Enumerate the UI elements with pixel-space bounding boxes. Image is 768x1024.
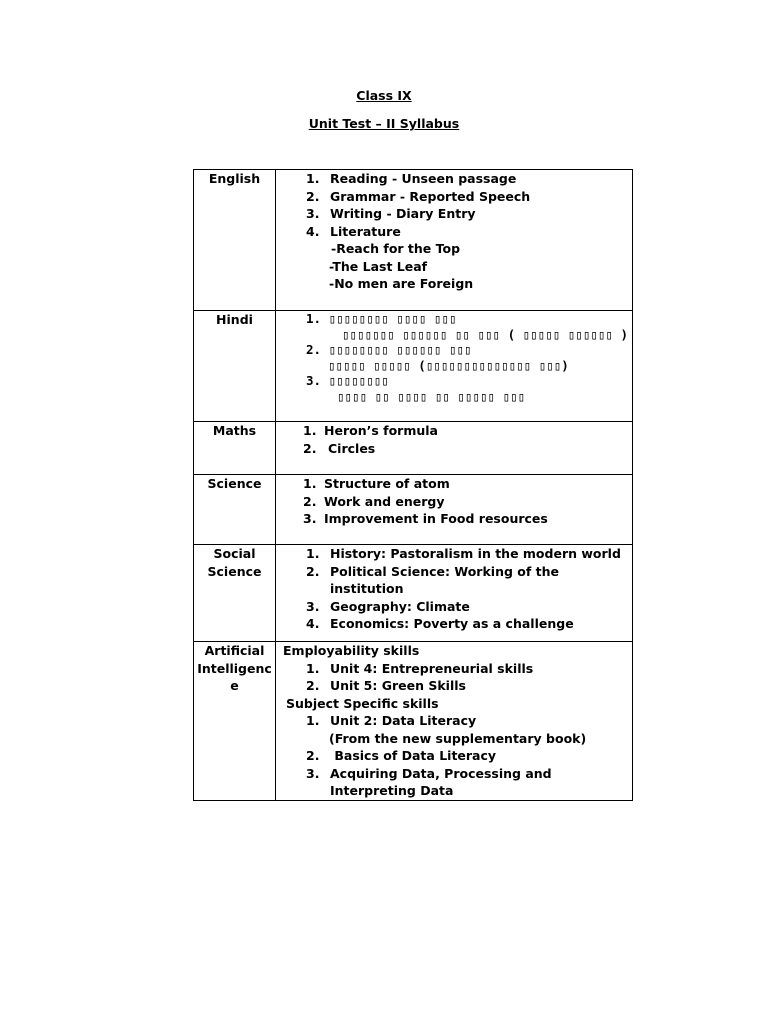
hindi-line: ▯▯▯▯▯ ▯▯▯▯▯ (▯▯▯▯▯▯▯▯▯▯▯▯▯▯ ▯▯▯)	[328, 357, 569, 373]
table-row-science	[194, 475, 633, 545]
topic-list	[276, 747, 632, 800]
section-heading: Employability skills	[283, 643, 420, 658]
topics-cell	[276, 642, 633, 801]
table-row-ai	[194, 642, 633, 801]
table-row-social-science	[194, 545, 633, 642]
hindi-line: ▯▯▯▯ ▯▯ ▯▯▯▯ ▯▯ ▯▯▯▯▯ ▯▯▯	[337, 388, 526, 404]
topic-list	[276, 170, 632, 240]
list-item: 2. Circles	[303, 440, 376, 456]
topic-list	[276, 660, 632, 695]
subject-name-line: Social	[213, 546, 256, 561]
hindi-line: ▯▯▯▯▯▯▯ ▯▯▯▯▯▯ ▯▯ ▯▯▯ ( ▯▯▯▯▯ ▯▯▯▯▯▯ )	[342, 326, 628, 342]
topics-cell	[276, 422, 633, 475]
hindi-line: 3. ▯▯▯▯▯▯▯▯	[306, 373, 389, 388]
subject-cell	[194, 170, 276, 311]
literature-item: -Reach for the Top	[331, 241, 461, 256]
topics-cell	[276, 475, 633, 545]
subject-name: Hindi	[216, 312, 253, 327]
list-item: 2. Grammar - Reported Speech	[306, 188, 531, 204]
note: (From the new supplementary book)	[329, 730, 587, 746]
subject-cell	[194, 422, 276, 475]
list-item: 4. Economics: Poverty as a challenge	[306, 616, 574, 631]
list-item: 1. Heron’s formula	[303, 423, 438, 438]
syllabus-table	[193, 169, 633, 801]
list-item: 2. Basics of Data Literacy	[306, 748, 497, 763]
subject-cell	[194, 642, 276, 801]
list-item: 3. Improvement in Food resources	[303, 511, 548, 526]
subject-name: Science	[207, 476, 262, 491]
subject-name-line: Artificial	[204, 643, 265, 658]
list-item: 1. Reading - Unseen passage	[306, 171, 517, 186]
table-row-maths	[194, 422, 633, 475]
list-item: 4. Literature	[306, 223, 401, 239]
test-title: Unit Test – II Syllabus	[308, 116, 460, 131]
topics-cell	[276, 545, 633, 642]
subject-name-line: Intelligenc	[197, 660, 272, 676]
topic-list	[276, 422, 632, 457]
subject-name-line: e	[230, 678, 239, 693]
list-item: 1. Structure of atom	[303, 476, 450, 491]
topics-cell	[276, 311, 633, 422]
list-item: 2. Political Science: Working of the institution	[306, 563, 559, 596]
list-item: 1. Unit 2: Data Literacy	[306, 713, 477, 728]
subject-cell	[194, 311, 276, 422]
list-item: 3. Geography: Climate	[306, 598, 470, 614]
list-item: 1. Unit 4: Entrepreneurial skills	[306, 660, 534, 676]
literature-item: -No men are Foreign	[329, 276, 474, 291]
topic-list	[276, 475, 632, 528]
class-title: Class IX	[356, 88, 412, 103]
list-item: 3. Writing - Diary Entry	[306, 206, 476, 221]
subject-name-line: Science	[207, 563, 262, 579]
topic-list	[276, 712, 632, 730]
table-row-hindi	[194, 311, 633, 422]
hindi-line: 1. ▯▯▯▯▯▯▯▯ ▯▯▯▯ ▯▯▯	[306, 311, 457, 326]
table-row-english	[194, 170, 633, 311]
subject-name: English	[208, 171, 261, 186]
topics-cell	[276, 170, 633, 311]
subject-cell	[194, 545, 276, 642]
literature-item: -The Last Leaf	[329, 258, 428, 274]
topic-list	[276, 545, 632, 633]
list-item: 2. Unit 5: Green Skills	[306, 678, 466, 693]
list-item: 1. History: Pastoralism in the modern world	[306, 546, 621, 561]
list-item: 2. Work and energy	[303, 493, 445, 509]
list-item: 3. Acquiring Data, Processing and Interpreting Data	[306, 765, 552, 798]
section-heading: Subject Specific skills	[286, 695, 439, 711]
subject-cell	[194, 475, 276, 545]
subject-name: Maths	[212, 423, 257, 438]
hindi-line: 2. ▯▯▯▯▯▯▯▯ ▯▯▯▯▯▯ ▯▯▯	[306, 342, 472, 357]
